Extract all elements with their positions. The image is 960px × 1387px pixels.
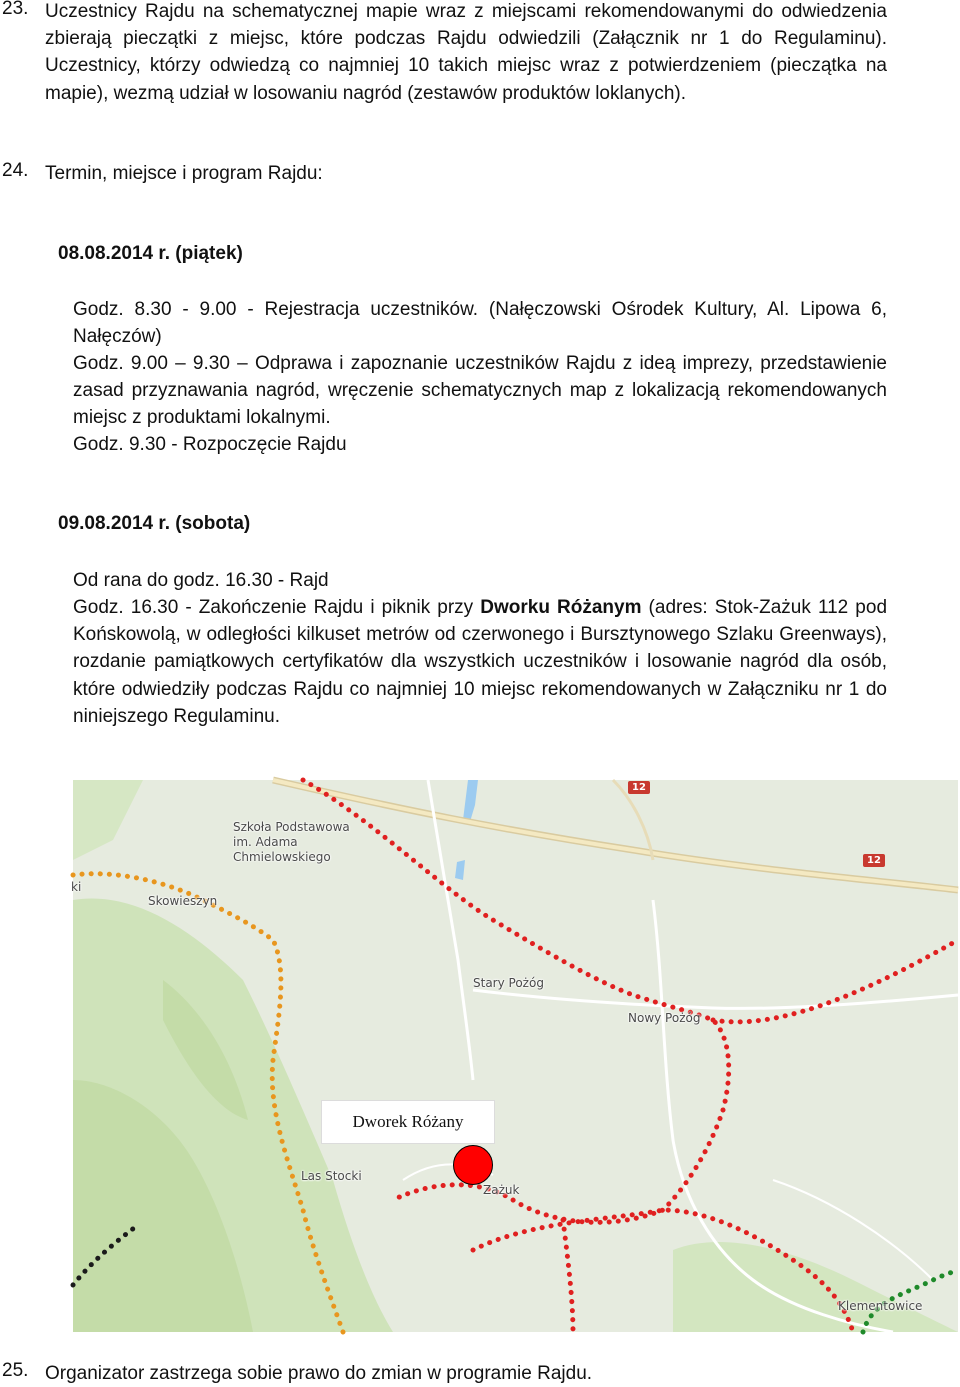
road-shield: 12 — [628, 781, 650, 794]
map-graphic — [73, 780, 958, 1332]
paragraph-25: Organizator zastrzega sobie prawo do zmian w programie Rajdu. — [45, 1363, 593, 1384]
section-heading: Termin, miejsce i program Rajdu: — [45, 163, 323, 184]
map-label-school: Szkoła Podstawowa im. Adama Chmielowskiego — [233, 820, 350, 864]
day1-line-start: Godz. 9.30 - Rozpoczęcie Rajdu — [73, 434, 347, 455]
location-marker-icon — [453, 1145, 493, 1185]
map-label-zazuk: Zażuk — [483, 1183, 520, 1197]
map-label-las-stocki: Las Stocki — [301, 1169, 362, 1183]
map-label-ki: ki — [71, 880, 82, 894]
road-shield: 12 — [863, 854, 885, 867]
map-label-stary-pozog: Stary Pożóg — [473, 976, 544, 990]
item-number: 23. — [2, 0, 29, 19]
day2-text-after: (adres: Stok-Zażuk 112 pod Końskowolą, w odległości kilkuset metrów od czerwonego i Bursztynowego Szlaku Greenways), rozdanie pamiątkowych certyfikatów dla wszystkich uczestników i losowanie nagród dla osób, które odwiedziły podczas Rajdu co najmniej 10 miejsc rekomendowanych w Załączniku nr 1 do niniejszego Regulaminu. — [73, 597, 888, 727]
item-number: 24. — [2, 160, 29, 181]
day1-date: 08.08.2014 r. (piątek) — [58, 243, 243, 264]
day1-line-briefing: Godz. 9.00 – 9.30 – Odprawa i zapoznanie uczestników Rajdu z ideą imprezy, przedstawienie zasad przyznawania nagród, wręczenie schematycznych map z lokalizacją rekomendowanych miejsc z produktami lokalnymi. — [73, 353, 887, 429]
item-number: 25. — [2, 1360, 29, 1381]
map-label-skowieszyn: Skowieszyn — [148, 894, 218, 908]
day2-line-rally: Od rana do godz. 16.30 - Rajd — [73, 570, 329, 591]
day2-date: 09.08.2014 r. (sobota) — [58, 513, 251, 534]
day2-text-before: Godz. 16.30 - Zakończenie Rajdu i piknik przy — [73, 597, 481, 618]
venue-name: Dworku Różanym — [480, 597, 642, 618]
paragraph-23: Uczestnicy Rajdu na schematycznej mapie wraz z miejscami rekomendowanymi do odwiedzenia zbierają pieczątki z miejsc, które podczas Rajdu odwiedzili (Załącznik nr 1 do Regulaminu). Uczestnicy, którzy odwiedzą co najmniej 10 takich miejsc wraz z potwierdzeniem (pieczątka na mapie), wezmą udział w losowaniu nagród (zestawów produktów loklanych). — [45, 1, 887, 104]
map-callout-dworek: Dworek Różany — [321, 1100, 495, 1144]
map-label-nowy-pozog: Nowy Pożóg — [628, 1011, 701, 1025]
day1-line-registration: Godz. 8.30 - 9.00 - Rejestracja uczestników. (Nałęczowski Ośrodek Kultury, Al. Lipowa 6, Nałęczów) — [73, 299, 887, 348]
map-label-klementowice: Klementowice — [838, 1299, 923, 1313]
day2-line-ending — [73, 594, 887, 730]
route-map — [73, 780, 958, 1332]
